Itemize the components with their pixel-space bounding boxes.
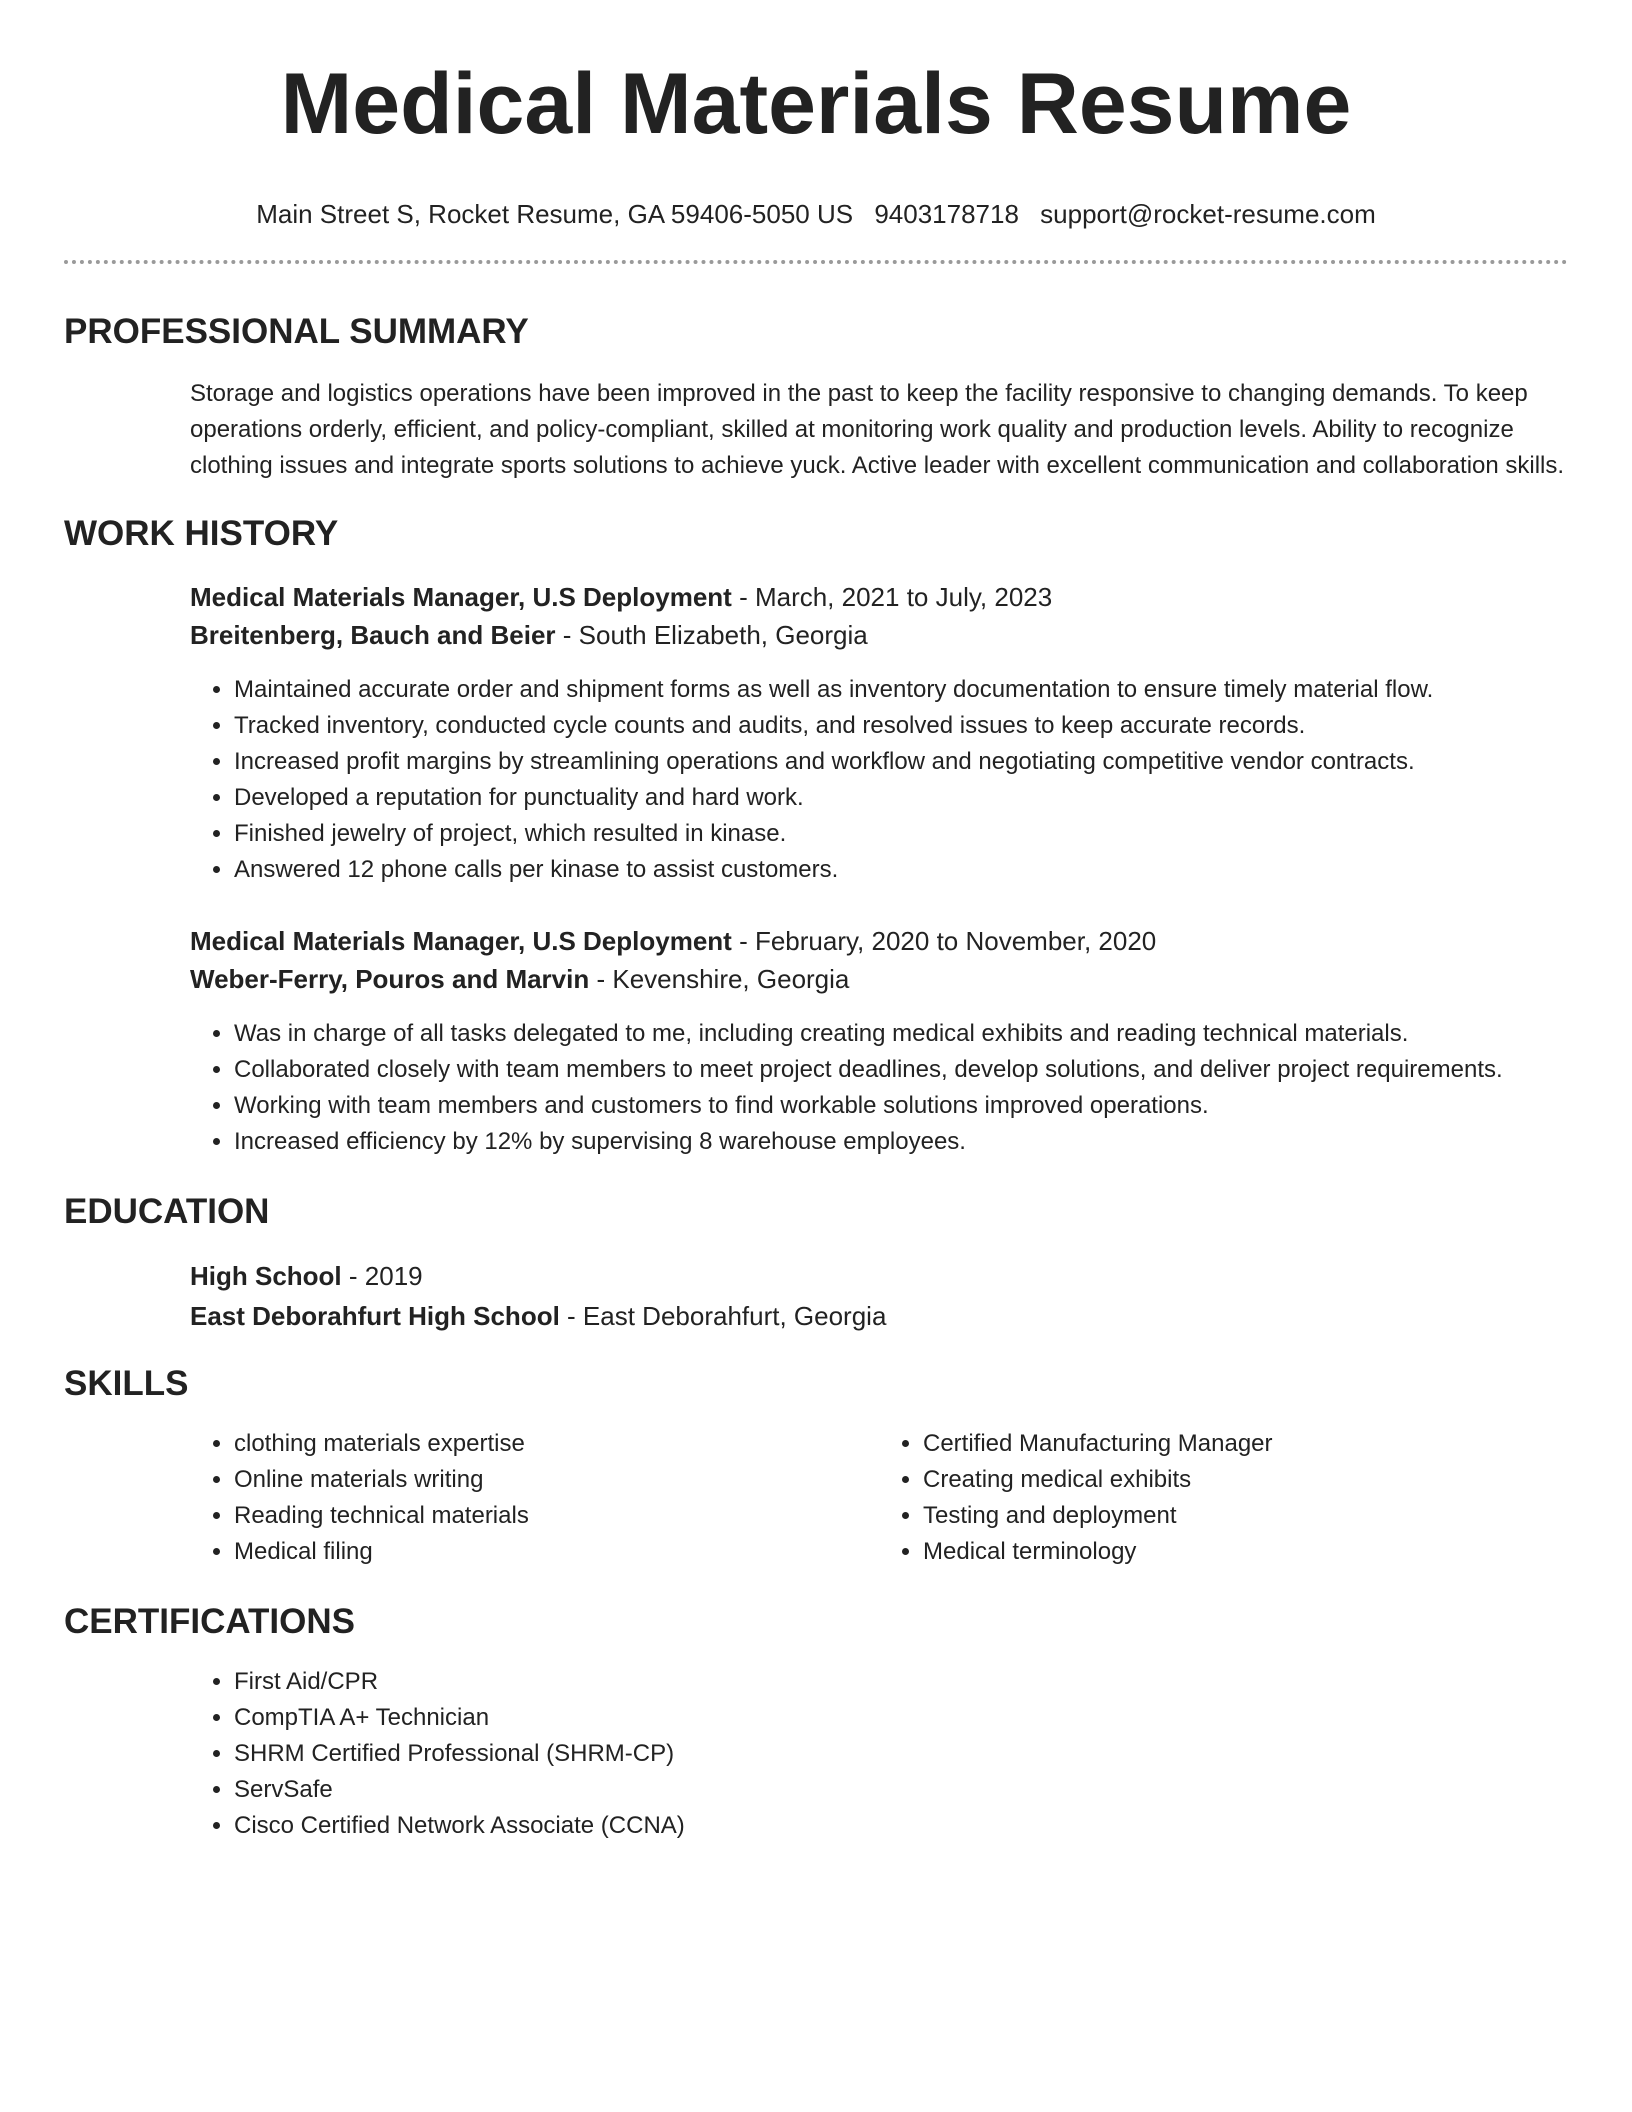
- list-item: • Medical filing: [234, 1534, 879, 1570]
- contact-line: [64, 198, 1568, 230]
- education-degree-line: [190, 1256, 1568, 1296]
- list-item: • Creating medical exhibits: [923, 1462, 1568, 1498]
- list-item: • SHRM Certified Professional (SHRM-CP): [234, 1736, 1568, 1772]
- education-degree: High School: [190, 1261, 342, 1291]
- job-role: Medical Materials Manager, U.S Deployment: [190, 582, 732, 612]
- resume-name: Medical Materials Resume: [280, 56, 1352, 152]
- list-item: • Certified Manufacturing Manager: [923, 1426, 1568, 1462]
- contact-email: support@rocket-resume.com: [1040, 199, 1376, 229]
- list-item: • Cisco Certified Network Associate (CCNA): [234, 1808, 1568, 1844]
- job-role-line: [190, 922, 1568, 960]
- job-dates: - February, 2020 to November, 2020: [731, 926, 1157, 956]
- job-company-line: [190, 960, 1568, 998]
- skills-heading: SKILLS: [64, 1364, 189, 1403]
- job-bullets: [190, 1016, 1568, 1160]
- skills-column-left: [190, 1426, 879, 1570]
- education-school: East Deborahfurt High School: [190, 1301, 560, 1331]
- list-item: • Was in charge of all tasks delegated to me, including creating medical exhibits and reading technical materials.: [234, 1016, 1568, 1052]
- certifications-list: [190, 1664, 1568, 1844]
- job-role-line: [190, 578, 1568, 616]
- certifications-heading: CERTIFICATIONS: [64, 1602, 356, 1641]
- job-bullets: [190, 672, 1568, 888]
- job-company: Breitenberg, Bauch and Beier: [190, 620, 556, 650]
- list-item: • ServSafe: [234, 1772, 1568, 1808]
- list-item: • Collaborated closely with team members to meet project deadlines, develop solutions, and deliver project requirements.: [234, 1052, 1568, 1088]
- contact-phone: 9403178718: [874, 199, 1019, 229]
- education-location: - East Deborahfurt, Georgia: [559, 1301, 887, 1331]
- job-entry: [190, 922, 1568, 1160]
- job-role: Medical Materials Manager, U.S Deployment: [190, 926, 732, 956]
- job-company: Weber-Ferry, Pouros and Marvin: [190, 964, 590, 994]
- job-entry: [190, 578, 1568, 888]
- list-item: • Increased profit margins by streamlining operations and workflow and negotiating competitive vendor contracts.: [234, 744, 1568, 780]
- list-item: • Online materials writing: [234, 1462, 879, 1498]
- list-item: • clothing materials expertise: [234, 1426, 879, 1462]
- education-school-line: [190, 1296, 1568, 1336]
- list-item: • Increased efficiency by 12% by supervising 8 warehouse employees.: [234, 1124, 1568, 1160]
- job-location: - South Elizabeth, Georgia: [555, 620, 868, 650]
- education-heading: EDUCATION: [64, 1192, 270, 1231]
- skills-column-right: [879, 1426, 1568, 1570]
- education-entry: [190, 1256, 1568, 1336]
- job-company-line: [190, 616, 1568, 654]
- job-dates: - March, 2021 to July, 2023: [731, 582, 1053, 612]
- list-item: • Working with team members and customers to find workable solutions improved operations.: [234, 1088, 1568, 1124]
- list-item: • Reading technical materials: [234, 1498, 879, 1534]
- summary-heading: PROFESSIONAL SUMMARY: [64, 312, 529, 351]
- list-item: • Testing and deployment: [923, 1498, 1568, 1534]
- list-item: • Finished jewelry of project, which resulted in kinase.: [234, 816, 1568, 852]
- list-item: • Developed a reputation for punctuality and hard work.: [234, 780, 1568, 816]
- skills-grid: [190, 1426, 1568, 1570]
- list-item: • CompTIA A+ Technician: [234, 1700, 1568, 1736]
- header-divider: [64, 260, 1568, 264]
- job-location: - Kevenshire, Georgia: [589, 964, 850, 994]
- certifications-list-wrap: [190, 1664, 1568, 1844]
- work-history-heading: WORK HISTORY: [64, 514, 339, 553]
- list-item: • First Aid/CPR: [234, 1664, 1568, 1700]
- list-item: • Answered 12 phone calls per kinase to assist customers.: [234, 852, 1568, 888]
- list-item: • Tracked inventory, conducted cycle counts and audits, and resolved issues to keep accurate records.: [234, 708, 1568, 744]
- education-year: - 2019: [341, 1261, 423, 1291]
- contact-address: Main Street S, Rocket Resume, GA 59406-5050 US: [256, 199, 854, 229]
- list-item: • Maintained accurate order and shipment forms as well as inventory documentation to ensure timely material flow.: [234, 672, 1568, 708]
- list-item: • Medical terminology: [923, 1534, 1568, 1570]
- summary-text: Storage and logistics operations have been improved in the past to keep the facility responsive to changing demands. To keep operations orderly, efficient, and policy-compliant, skilled at monitoring work quality and production levels. Ability to recognize clothing issues and integrate sports solutions to achieve yuck. Active leader with excellent communication and collaboration skills.: [190, 380, 1565, 479]
